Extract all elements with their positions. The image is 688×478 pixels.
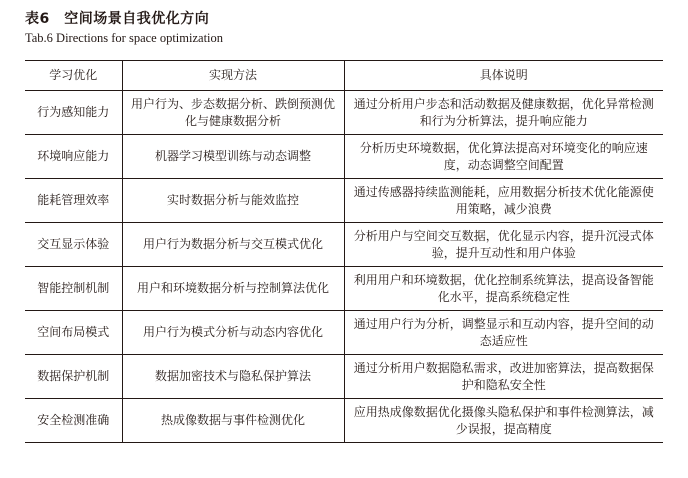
cell-optimization: 智能控制机制	[25, 267, 122, 311]
cell-method: 数据加密技术与隐私保护算法	[122, 355, 344, 399]
table-row	[25, 355, 663, 399]
cell-optimization: 数据保护机制	[25, 355, 122, 399]
table-header-row	[25, 61, 663, 91]
cell-method: 用户和环境数据分析与控制算法优化	[122, 267, 344, 311]
cell-method: 用户行为数据分析与交互模式优化	[122, 223, 344, 267]
table-row	[25, 223, 663, 267]
header-implementation-method: 实现方法	[122, 61, 344, 91]
table-caption-english: Tab.6 Directions for space optimization	[25, 31, 224, 45]
cell-description: 分析用户与空间交互数据，优化显示内容，提升沉浸式体验，提升互动性和用户体验	[344, 223, 663, 267]
table-row	[25, 267, 663, 311]
cell-method: 实时数据分析与能效监控	[122, 179, 344, 223]
cell-optimization: 能耗管理效率	[25, 179, 122, 223]
table-row	[25, 311, 663, 355]
cell-method: 热成像数据与事件检测优化	[122, 399, 344, 443]
cell-method: 用户行为模式分析与动态内容优化	[122, 311, 344, 355]
cell-optimization: 交互显示体验	[25, 223, 122, 267]
table-caption-chinese: 表6 空间场景自我优化方向	[25, 11, 210, 27]
header-detailed-description: 具体说明	[344, 61, 663, 91]
table-row	[25, 91, 663, 135]
cell-description: 通过用户行为分析，调整显示和互动内容，提升空间的动态适应性	[344, 311, 663, 355]
cell-optimization: 环境响应能力	[25, 135, 122, 179]
cell-method: 用户行为、步态数据分析、跌倒预测优化与健康数据分析	[122, 91, 344, 135]
cell-description: 应用热成像数据优化摄像头隐私保护和事件检测算法，减少误报，提高精度	[344, 399, 663, 443]
cell-description: 分析历史环境数据，优化算法提高对环境变化的响应速度，动态调整空间配置	[344, 135, 663, 179]
header-learning-optimization: 学习优化	[25, 61, 122, 91]
cell-description: 利用用户和环境数据，优化控制系统算法，提高设备智能化水平，提高系统稳定性	[344, 267, 663, 311]
optimization-table	[25, 60, 663, 443]
cell-optimization: 安全检测准确	[25, 399, 122, 443]
table-row	[25, 179, 663, 223]
cell-optimization: 行为感知能力	[25, 91, 122, 135]
cell-method: 机器学习模型训练与动态调整	[122, 135, 344, 179]
table-row	[25, 135, 663, 179]
table-row	[25, 399, 663, 443]
cell-description: 通过传感器持续监测能耗，应用数据分析技术优化能源使用策略，减少浪费	[344, 179, 663, 223]
cell-description: 通过分析用户数据隐私需求，改进加密算法，提高数据保护和隐私安全性	[344, 355, 663, 399]
cell-optimization: 空间布局模式	[25, 311, 122, 355]
cell-description: 通过分析用户步态和活动数据及健康数据，优化异常检测和行为分析算法，提升响应能力	[344, 91, 663, 135]
